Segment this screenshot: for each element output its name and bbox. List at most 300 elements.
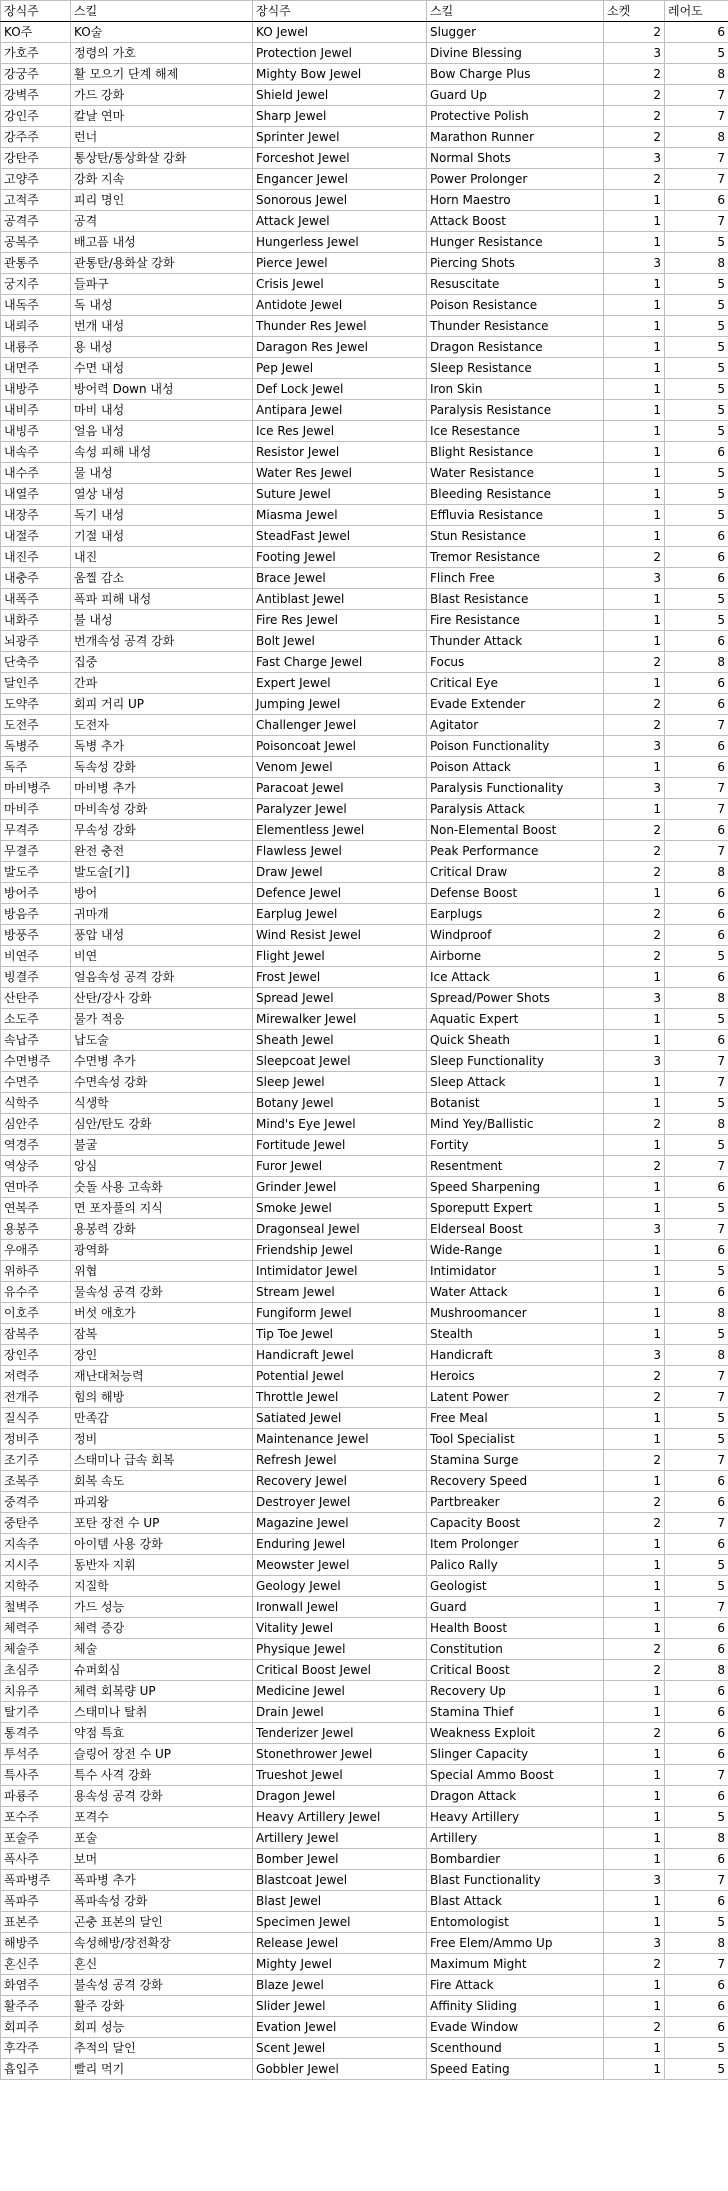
skill-en-cell[interactable]: Affinity Sliding [427,1996,604,2017]
jewel-en-cell[interactable]: Sleep Jewel [253,1072,427,1093]
rarity-cell[interactable]: 5 [665,274,728,295]
skill-kr-cell[interactable]: 집중 [71,652,253,673]
skill-en-cell[interactable]: Wide-Range [427,1240,604,1261]
jewel-en-cell[interactable]: Mighty Jewel [253,1954,427,1975]
skill-kr-cell[interactable]: 식생학 [71,1093,253,1114]
jewel-en-cell[interactable]: Scent Jewel [253,2038,427,2059]
skill-en-cell[interactable]: Sporeputt Expert [427,1198,604,1219]
slot-cell[interactable]: 1 [604,400,665,421]
skill-kr-cell[interactable]: 약점 특효 [71,1723,253,1744]
jewel-en-cell[interactable]: Blast Jewel [253,1891,427,1912]
jewel-kr-cell[interactable]: 내비주 [1,400,71,421]
skill-en-cell[interactable]: Paralysis Resistance [427,400,604,421]
jewel-kr-cell[interactable]: 폭파주 [1,1891,71,1912]
skill-en-cell[interactable]: Tremor Resistance [427,547,604,568]
skill-kr-cell[interactable]: 마비속성 강화 [71,799,253,820]
jewel-kr-cell[interactable]: 산탄주 [1,988,71,1009]
skill-kr-cell[interactable]: 파괴왕 [71,1492,253,1513]
slot-cell[interactable]: 2 [604,1954,665,1975]
slot-cell[interactable]: 3 [604,778,665,799]
jewel-kr-cell[interactable]: 연복주 [1,1198,71,1219]
jewel-kr-cell[interactable]: 내폭주 [1,589,71,610]
slot-cell[interactable]: 1 [604,1135,665,1156]
slot-cell[interactable]: 1 [604,1261,665,1282]
jewel-en-cell[interactable]: Footing Jewel [253,547,427,568]
skill-en-cell[interactable]: Dragon Resistance [427,337,604,358]
slot-cell[interactable]: 2 [604,1639,665,1660]
skill-kr-cell[interactable]: 칼날 연마 [71,106,253,127]
jewel-en-cell[interactable]: Paracoat Jewel [253,778,427,799]
jewel-kr-cell[interactable]: 포수주 [1,1807,71,1828]
slot-cell[interactable]: 1 [604,1702,665,1723]
skill-en-cell[interactable]: Stun Resistance [427,526,604,547]
slot-cell[interactable]: 1 [604,1618,665,1639]
skill-en-cell[interactable]: Poison Resistance [427,295,604,316]
rarity-cell[interactable]: 7 [665,778,728,799]
jewel-en-cell[interactable]: Expert Jewel [253,673,427,694]
jewel-kr-cell[interactable]: 독병주 [1,736,71,757]
rarity-cell[interactable]: 6 [665,1702,728,1723]
rarity-cell[interactable]: 7 [665,715,728,736]
slot-cell[interactable]: 1 [604,295,665,316]
rarity-cell[interactable]: 5 [665,337,728,358]
slot-cell[interactable]: 1 [604,1324,665,1345]
jewel-kr-cell[interactable]: 포술주 [1,1828,71,1849]
skill-en-cell[interactable]: Spread/Power Shots [427,988,604,1009]
slot-cell[interactable]: 2 [604,1387,665,1408]
skill-en-cell[interactable]: Speed Eating [427,2059,604,2080]
skill-en-cell[interactable]: Evade Window [427,2017,604,2038]
skill-kr-cell[interactable]: 위협 [71,1261,253,1282]
slot-cell[interactable]: 1 [604,967,665,988]
jewel-kr-cell[interactable]: 내열주 [1,484,71,505]
rarity-cell[interactable]: 5 [665,1324,728,1345]
skill-en-cell[interactable]: Peak Performance [427,841,604,862]
slot-cell[interactable]: 2 [604,1114,665,1135]
jewel-en-cell[interactable]: Handicraft Jewel [253,1345,427,1366]
rarity-cell[interactable]: 5 [665,295,728,316]
jewel-en-cell[interactable]: Medicine Jewel [253,1681,427,1702]
rarity-cell[interactable]: 6 [665,547,728,568]
jewel-kr-cell[interactable]: 조기주 [1,1450,71,1471]
slot-cell[interactable]: 2 [604,904,665,925]
skill-en-cell[interactable]: Protective Polish [427,106,604,127]
skill-en-cell[interactable]: Ice Attack [427,967,604,988]
slot-cell[interactable]: 1 [604,1198,665,1219]
jewel-kr-cell[interactable]: 회피주 [1,2017,71,2038]
rarity-cell[interactable]: 7 [665,1765,728,1786]
jewel-kr-cell[interactable]: 관통주 [1,253,71,274]
skill-en-cell[interactable]: Defense Boost [427,883,604,904]
rarity-cell[interactable]: 6 [665,1975,728,1996]
slot-cell[interactable]: 1 [604,463,665,484]
rarity-cell[interactable]: 6 [665,967,728,988]
skill-en-cell[interactable]: Blast Functionality [427,1870,604,1891]
skill-kr-cell[interactable]: 추적의 달인 [71,2038,253,2059]
slot-cell[interactable]: 2 [604,841,665,862]
jewel-kr-cell[interactable]: 뇌광주 [1,631,71,652]
slot-cell[interactable]: 1 [604,526,665,547]
skill-kr-cell[interactable]: 수면 내성 [71,358,253,379]
skill-kr-cell[interactable]: 공격 [71,211,253,232]
jewel-en-cell[interactable]: Trueshot Jewel [253,1765,427,1786]
skill-kr-cell[interactable]: 회피 성능 [71,2017,253,2038]
skill-en-cell[interactable]: Heroics [427,1366,604,1387]
skill-kr-cell[interactable]: 보머 [71,1849,253,1870]
jewel-kr-cell[interactable]: 치유주 [1,1681,71,1702]
rarity-cell[interactable]: 6 [665,883,728,904]
skill-kr-cell[interactable]: 면 포자풀의 지식 [71,1198,253,1219]
jewel-en-cell[interactable]: Sprinter Jewel [253,127,427,148]
rarity-cell[interactable]: 5 [665,1807,728,1828]
skill-en-cell[interactable]: Free Elem/Ammo Up [427,1933,604,1954]
skill-en-cell[interactable]: Bow Charge Plus [427,64,604,85]
rarity-cell[interactable]: 8 [665,862,728,883]
jewel-kr-cell[interactable]: 마비병주 [1,778,71,799]
skill-en-cell[interactable]: Evade Extender [427,694,604,715]
skill-en-cell[interactable]: Thunder Resistance [427,316,604,337]
jewel-kr-cell[interactable]: 중탄주 [1,1513,71,1534]
slot-cell[interactable]: 1 [604,1555,665,1576]
jewel-en-cell[interactable]: Grinder Jewel [253,1177,427,1198]
jewel-kr-cell[interactable]: 심안주 [1,1114,71,1135]
header-skill-en[interactable]: 스킬 [427,1,604,22]
skill-kr-cell[interactable]: 비연 [71,946,253,967]
slot-cell[interactable]: 3 [604,1870,665,1891]
slot-cell[interactable]: 2 [604,820,665,841]
rarity-cell[interactable]: 7 [665,106,728,127]
skill-en-cell[interactable]: Critical Boost [427,1660,604,1681]
jewel-kr-cell[interactable]: 화염주 [1,1975,71,1996]
skill-kr-cell[interactable]: 런너 [71,127,253,148]
jewel-kr-cell[interactable]: 표본주 [1,1912,71,1933]
jewel-kr-cell[interactable]: 도약주 [1,694,71,715]
skill-kr-cell[interactable]: 장인 [71,1345,253,1366]
skill-en-cell[interactable]: Mushroomancer [427,1303,604,1324]
rarity-cell[interactable]: 7 [665,1366,728,1387]
jewel-kr-cell[interactable]: 해방주 [1,1933,71,1954]
slot-cell[interactable]: 2 [604,925,665,946]
skill-kr-cell[interactable]: 곤충 표본의 달인 [71,1912,253,1933]
jewel-kr-cell[interactable]: 강인주 [1,106,71,127]
jewel-kr-cell[interactable]: 내절주 [1,526,71,547]
jewel-kr-cell[interactable]: 잠복주 [1,1324,71,1345]
rarity-cell[interactable]: 6 [665,1492,728,1513]
skill-en-cell[interactable]: Critical Draw [427,862,604,883]
skill-kr-cell[interactable]: 독 내성 [71,295,253,316]
skill-en-cell[interactable]: Mind Yey/Ballistic [427,1114,604,1135]
jewel-en-cell[interactable]: Maintenance Jewel [253,1429,427,1450]
jewel-en-cell[interactable]: Def Lock Jewel [253,379,427,400]
slot-cell[interactable]: 3 [604,568,665,589]
skill-kr-cell[interactable]: 열상 내성 [71,484,253,505]
header-slot[interactable]: 소켓 [604,1,665,22]
rarity-cell[interactable]: 6 [665,1471,728,1492]
jewel-kr-cell[interactable]: 내수주 [1,463,71,484]
jewel-kr-cell[interactable]: 내면주 [1,358,71,379]
jewel-en-cell[interactable]: Venom Jewel [253,757,427,778]
skill-en-cell[interactable]: Marathon Runner [427,127,604,148]
jewel-kr-cell[interactable]: 역상주 [1,1156,71,1177]
jewel-en-cell[interactable]: Forceshot Jewel [253,148,427,169]
skill-en-cell[interactable]: Power Prolonger [427,169,604,190]
jewel-kr-cell[interactable]: 투석주 [1,1744,71,1765]
jewel-en-cell[interactable]: Mighty Bow Jewel [253,64,427,85]
rarity-cell[interactable]: 7 [665,1450,728,1471]
skill-en-cell[interactable]: Blast Resistance [427,589,604,610]
rarity-cell[interactable]: 7 [665,1387,728,1408]
rarity-cell[interactable]: 5 [665,379,728,400]
jewel-en-cell[interactable]: Attack Jewel [253,211,427,232]
rarity-cell[interactable]: 7 [665,1954,728,1975]
rarity-cell[interactable]: 7 [665,841,728,862]
rarity-cell[interactable]: 8 [665,253,728,274]
slot-cell[interactable]: 1 [604,1534,665,1555]
slot-cell[interactable]: 1 [604,1240,665,1261]
jewel-en-cell[interactable]: Meowster Jewel [253,1555,427,1576]
skill-kr-cell[interactable]: 폭파병 추가 [71,1870,253,1891]
slot-cell[interactable]: 1 [604,1828,665,1849]
jewel-kr-cell[interactable]: 탈기주 [1,1702,71,1723]
skill-en-cell[interactable]: Resuscitate [427,274,604,295]
jewel-kr-cell[interactable]: 질식주 [1,1408,71,1429]
rarity-cell[interactable]: 7 [665,1072,728,1093]
jewel-en-cell[interactable]: Specimen Jewel [253,1912,427,1933]
skill-kr-cell[interactable]: 움찔 감소 [71,568,253,589]
skill-kr-cell[interactable]: 재난대처능력 [71,1366,253,1387]
skill-en-cell[interactable]: Slugger [427,22,604,43]
skill-en-cell[interactable]: Sleep Resistance [427,358,604,379]
jewel-en-cell[interactable]: Poisoncoat Jewel [253,736,427,757]
rarity-cell[interactable]: 5 [665,1093,728,1114]
skill-en-cell[interactable]: Quick Sheath [427,1030,604,1051]
header-jewel-en[interactable]: 장식주 [253,1,427,22]
skill-en-cell[interactable]: Normal Shots [427,148,604,169]
jewel-en-cell[interactable]: SteadFast Jewel [253,526,427,547]
skill-kr-cell[interactable]: 만족감 [71,1408,253,1429]
jewel-kr-cell[interactable]: 비연주 [1,946,71,967]
jewel-kr-cell[interactable]: 조복주 [1,1471,71,1492]
slot-cell[interactable]: 1 [604,337,665,358]
skill-en-cell[interactable]: Latent Power [427,1387,604,1408]
jewel-en-cell[interactable]: Sheath Jewel [253,1030,427,1051]
skill-kr-cell[interactable]: 도전자 [71,715,253,736]
jewel-kr-cell[interactable]: 전개주 [1,1387,71,1408]
skill-en-cell[interactable]: Piercing Shots [427,253,604,274]
jewel-en-cell[interactable]: Engancer Jewel [253,169,427,190]
jewel-kr-cell[interactable]: 내뢰주 [1,316,71,337]
jewel-en-cell[interactable]: Flawless Jewel [253,841,427,862]
jewel-en-cell[interactable]: Fire Res Jewel [253,610,427,631]
skill-kr-cell[interactable]: 불속성 공격 강화 [71,1975,253,1996]
skill-en-cell[interactable]: Airborne [427,946,604,967]
jewel-en-cell[interactable]: Sonorous Jewel [253,190,427,211]
slot-cell[interactable]: 3 [604,1051,665,1072]
jewel-kr-cell[interactable]: 지속주 [1,1534,71,1555]
jewel-en-cell[interactable]: Blaze Jewel [253,1975,427,1996]
skill-kr-cell[interactable]: 속성 피해 내성 [71,442,253,463]
slot-cell[interactable]: 1 [604,1282,665,1303]
slot-cell[interactable]: 1 [604,442,665,463]
slot-cell[interactable]: 2 [604,1366,665,1387]
jewel-kr-cell[interactable]: 내속주 [1,442,71,463]
skill-en-cell[interactable]: Ice Resestance [427,421,604,442]
skill-en-cell[interactable]: Artillery [427,1828,604,1849]
skill-kr-cell[interactable]: 용속성 공격 강화 [71,1786,253,1807]
rarity-cell[interactable]: 6 [665,1618,728,1639]
slot-cell[interactable]: 3 [604,736,665,757]
jewel-en-cell[interactable]: Destroyer Jewel [253,1492,427,1513]
jewel-kr-cell[interactable]: 위하주 [1,1261,71,1282]
rarity-cell[interactable]: 6 [665,1240,728,1261]
skill-kr-cell[interactable]: 발도술[기] [71,862,253,883]
skill-en-cell[interactable]: Sleep Functionality [427,1051,604,1072]
rarity-cell[interactable]: 8 [665,1345,728,1366]
jewel-kr-cell[interactable]: 정비주 [1,1429,71,1450]
skill-kr-cell[interactable]: 통상탄/통상화살 강화 [71,148,253,169]
rarity-cell[interactable]: 7 [665,799,728,820]
skill-kr-cell[interactable]: 납도술 [71,1030,253,1051]
jewel-en-cell[interactable]: Fast Charge Jewel [253,652,427,673]
rarity-cell[interactable]: 6 [665,1996,728,2017]
jewel-en-cell[interactable]: Suture Jewel [253,484,427,505]
skill-kr-cell[interactable]: 정령의 가호 [71,43,253,64]
jewel-en-cell[interactable]: Artillery Jewel [253,1828,427,1849]
slot-cell[interactable]: 1 [604,1408,665,1429]
jewel-kr-cell[interactable]: 철벽주 [1,1597,71,1618]
jewel-en-cell[interactable]: Pep Jewel [253,358,427,379]
skill-en-cell[interactable]: Stamina Surge [427,1450,604,1471]
jewel-en-cell[interactable]: Ice Res Jewel [253,421,427,442]
jewel-en-cell[interactable]: Enduring Jewel [253,1534,427,1555]
rarity-cell[interactable]: 5 [665,1429,728,1450]
rarity-cell[interactable]: 7 [665,1513,728,1534]
slot-cell[interactable]: 1 [604,211,665,232]
jewel-en-cell[interactable]: Fungiform Jewel [253,1303,427,1324]
skill-kr-cell[interactable]: 방어 [71,883,253,904]
jewel-en-cell[interactable]: Thunder Res Jewel [253,316,427,337]
rarity-cell[interactable]: 5 [665,1009,728,1030]
skill-en-cell[interactable]: Weakness Exploit [427,1723,604,1744]
skill-kr-cell[interactable]: 슈퍼회심 [71,1660,253,1681]
jewel-kr-cell[interactable]: 중격주 [1,1492,71,1513]
jewel-kr-cell[interactable]: 공복주 [1,232,71,253]
skill-kr-cell[interactable]: 활주 강화 [71,1996,253,2017]
jewel-en-cell[interactable]: Dragonseal Jewel [253,1219,427,1240]
skill-en-cell[interactable]: Fire Resistance [427,610,604,631]
jewel-kr-cell[interactable]: KO주 [1,22,71,43]
skill-en-cell[interactable]: Geologist [427,1576,604,1597]
jewel-kr-cell[interactable]: 지시주 [1,1555,71,1576]
header-skill-kr[interactable]: 스킬 [71,1,253,22]
slot-cell[interactable]: 2 [604,169,665,190]
jewel-kr-cell[interactable]: 무격주 [1,820,71,841]
jewel-kr-cell[interactable]: 용봉주 [1,1219,71,1240]
jewel-kr-cell[interactable]: 강주주 [1,127,71,148]
skill-en-cell[interactable]: Recovery Up [427,1681,604,1702]
rarity-cell[interactable]: 6 [665,631,728,652]
rarity-cell[interactable]: 5 [665,1576,728,1597]
slot-cell[interactable]: 1 [604,799,665,820]
slot-cell[interactable]: 3 [604,253,665,274]
slot-cell[interactable]: 2 [604,1513,665,1534]
slot-cell[interactable]: 1 [604,757,665,778]
slot-cell[interactable]: 2 [604,715,665,736]
rarity-cell[interactable]: 5 [665,1198,728,1219]
jewel-en-cell[interactable]: Draw Jewel [253,862,427,883]
jewel-en-cell[interactable]: Tenderizer Jewel [253,1723,427,1744]
skill-kr-cell[interactable]: 폭파속성 강화 [71,1891,253,1912]
slot-cell[interactable]: 1 [604,610,665,631]
jewel-en-cell[interactable]: Wind Resist Jewel [253,925,427,946]
skill-en-cell[interactable]: Critical Eye [427,673,604,694]
jewel-en-cell[interactable]: Elementless Jewel [253,820,427,841]
header-rarity[interactable]: 레어도 [665,1,728,22]
skill-en-cell[interactable]: Paralysis Attack [427,799,604,820]
jewel-en-cell[interactable]: Bolt Jewel [253,631,427,652]
skill-kr-cell[interactable]: 가드 성능 [71,1597,253,1618]
rarity-cell[interactable]: 8 [665,64,728,85]
slot-cell[interactable]: 1 [604,1576,665,1597]
jewel-en-cell[interactable]: Bomber Jewel [253,1849,427,1870]
jewel-en-cell[interactable]: Fortitude Jewel [253,1135,427,1156]
rarity-cell[interactable]: 6 [665,1849,728,1870]
skill-kr-cell[interactable]: 수면병 추가 [71,1051,253,1072]
rarity-cell[interactable]: 6 [665,1681,728,1702]
jewel-en-cell[interactable]: Stream Jewel [253,1282,427,1303]
skill-en-cell[interactable]: Speed Sharpening [427,1177,604,1198]
skill-en-cell[interactable]: Special Ammo Boost [427,1765,604,1786]
slot-cell[interactable]: 1 [604,421,665,442]
rarity-cell[interactable]: 5 [665,1135,728,1156]
skill-kr-cell[interactable]: 물 내성 [71,463,253,484]
slot-cell[interactable]: 1 [604,1597,665,1618]
jewel-kr-cell[interactable]: 역경주 [1,1135,71,1156]
skill-kr-cell[interactable]: 회복 속도 [71,1471,253,1492]
skill-kr-cell[interactable]: 귀마개 [71,904,253,925]
jewel-en-cell[interactable]: Antipara Jewel [253,400,427,421]
skill-en-cell[interactable]: Slinger Capacity [427,1744,604,1765]
rarity-cell[interactable]: 6 [665,568,728,589]
slot-cell[interactable]: 1 [604,1093,665,1114]
rarity-cell[interactable]: 8 [665,1828,728,1849]
jewel-kr-cell[interactable]: 파룡주 [1,1786,71,1807]
skill-en-cell[interactable]: Heavy Artillery [427,1807,604,1828]
skill-kr-cell[interactable]: 독속성 강화 [71,757,253,778]
slot-cell[interactable]: 2 [604,1492,665,1513]
slot-cell[interactable]: 1 [604,1975,665,1996]
jewel-kr-cell[interactable]: 단축주 [1,652,71,673]
jewel-kr-cell[interactable]: 초심주 [1,1660,71,1681]
jewel-en-cell[interactable]: Dragon Jewel [253,1786,427,1807]
skill-kr-cell[interactable]: 피리 명인 [71,190,253,211]
jewel-kr-cell[interactable]: 마비주 [1,799,71,820]
rarity-cell[interactable]: 7 [665,1156,728,1177]
rarity-cell[interactable]: 5 [665,484,728,505]
rarity-cell[interactable]: 8 [665,127,728,148]
skill-kr-cell[interactable]: 앙심 [71,1156,253,1177]
jewel-en-cell[interactable]: Frost Jewel [253,967,427,988]
jewel-en-cell[interactable]: Pierce Jewel [253,253,427,274]
skill-kr-cell[interactable]: 강화 지속 [71,169,253,190]
skill-kr-cell[interactable]: 잠복 [71,1324,253,1345]
jewel-en-cell[interactable]: Geology Jewel [253,1576,427,1597]
slot-cell[interactable]: 1 [604,1996,665,2017]
rarity-cell[interactable]: 5 [665,1555,728,1576]
skill-en-cell[interactable]: Tool Specialist [427,1429,604,1450]
jewel-kr-cell[interactable]: 발도주 [1,862,71,883]
rarity-cell[interactable]: 6 [665,1177,728,1198]
